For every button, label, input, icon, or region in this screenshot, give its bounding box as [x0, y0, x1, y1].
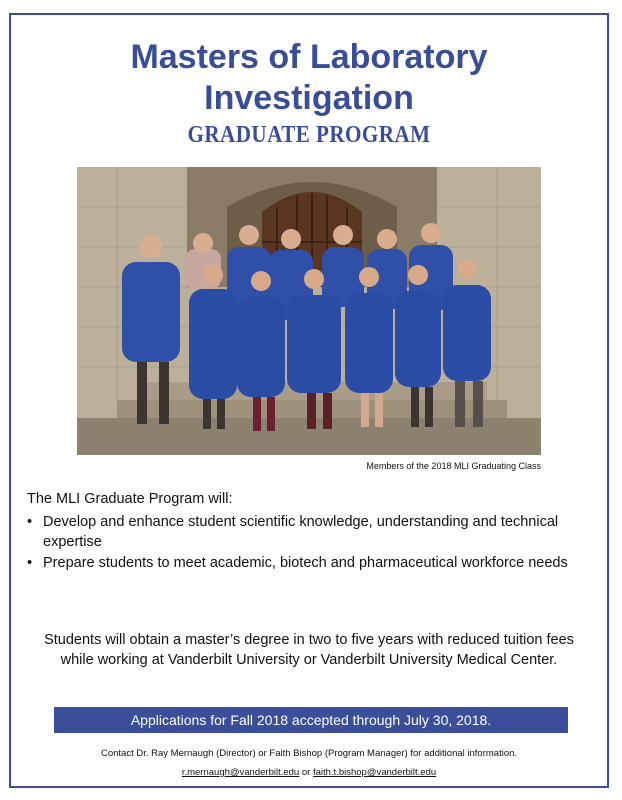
program-summary: Students will obtain a master’s degree in two to five years with reduced tuition fees while working at Vanderbilt University or Vanderbilt University Medical Center. [44, 632, 574, 668]
program-intro: The MLI Graduate Program will: [27, 491, 233, 507]
list-item [27, 512, 587, 552]
photo-caption: Members of the 2018 MLI Graduating Class [366, 461, 541, 471]
class-photo [77, 167, 541, 455]
title-line-1: Masters of Laboratory [130, 38, 488, 76]
bullet-icon: • [27, 555, 33, 571]
email-connector: or [301, 767, 311, 778]
flyer-frame [9, 13, 609, 788]
title-line-2: Investigation [204, 79, 414, 117]
class-photo-illustration [77, 167, 541, 455]
list-item [27, 553, 587, 573]
manager-email-link[interactable]: faith.t.bishop@vanderbilt.edu [312, 767, 437, 778]
application-deadline-banner: Applications for Fall 2018 accepted through July 30, 2018. [54, 707, 568, 733]
goal-text: Prepare students to meet academic, biotech and pharmaceutical workforce needs [43, 555, 568, 571]
page-subtitle: GRADUATE PROGRAM [187, 122, 431, 148]
director-email-link[interactable]: r.mernaugh@vanderbilt.edu [181, 767, 300, 778]
bullet-icon: • [27, 514, 33, 530]
page-title [11, 37, 607, 119]
goal-text: Develop and enhance student scientific knowledge, understanding and technical expertise [43, 514, 559, 550]
program-goals-list [27, 512, 587, 574]
contact-text: Contact Dr. Ray Mernaugh (Director) or Faith Bishop (Program Manager) for additional information. [100, 748, 518, 759]
contact-emails [11, 767, 607, 778]
